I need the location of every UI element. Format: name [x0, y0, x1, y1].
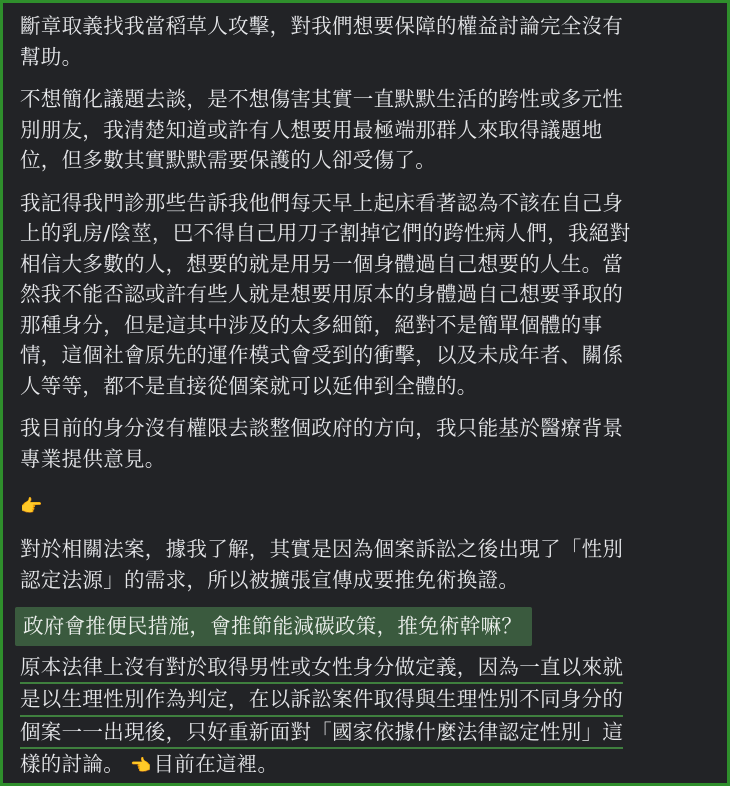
paragraph-4: 我目前的身分沒有權限去談整個政府的方向，我只能基於醫療背景 專業提供意見。: [20, 416, 624, 471]
post-body: [20, 11, 720, 782]
underlined-line-3: 個案一一出現後，只好重新面對「國家依據什麼法律認定性別」這: [20, 717, 623, 750]
underlined-line-2: 是以生理性別作為判定，在以訴訟案件取得與生理性別不同身分的: [20, 684, 623, 717]
paragraph-1: 斷章取義找我當稻草人攻擊，對我們想要保障的權益討論完全沒有 幫助。: [20, 14, 624, 69]
paragraph-3: 我記得我門診那些告訴我他們每天早上起床看著認為不該在自己身 上的乳房/陰莖，巴不得自己用刀子割掉它們的跨性病人們，我絕對 相信大多數的人，想要的就是用另一個身體過自己想要的人生。當 然我不能否認或許有些人就是想要用原本的身體過自己想要爭取的 那種身分，但是這其中涉及的太多細節，絕對不是簡單個體的事 情，這個社會原先的運作模式會受到的衝擊，以及未成年者、關係 人等等，都不是直接從個案就可以延伸到全體的。: [20, 190, 631, 398]
paragraph-5: 對於相關法案，據我了解，其實是因為個案訴訟之後出現了「性別 認定法源」的需求，所以被擴張宣傳成要推免術換證。: [20, 537, 624, 592]
last-line-text: 樣的討論。: [20, 752, 124, 776]
underlined-line-1: 原本法律上沒有對於取得男性或女性身分做定義，因為一直以來就: [20, 652, 623, 685]
last-line-tail: 目前在這裡。: [153, 752, 279, 776]
paragraph-2: 不想簡化議題去談，是不想傷害其實一直默默生活的跨性或多元性 別朋友，我清楚知道或許有人想要用最極端那群人來取得議題地 位，但多數其實默默需要保護的人卻受傷了。: [20, 87, 624, 172]
pointing-right-emoji-icon: 👉: [20, 496, 43, 517]
pointing-left-emoji-icon: 👈: [130, 756, 152, 776]
highlighted-quote: 政府會推便民措施，會推節能減碳政策，推免術幹嘛？: [15, 607, 532, 646]
underlined-paragraph: [20, 652, 720, 782]
